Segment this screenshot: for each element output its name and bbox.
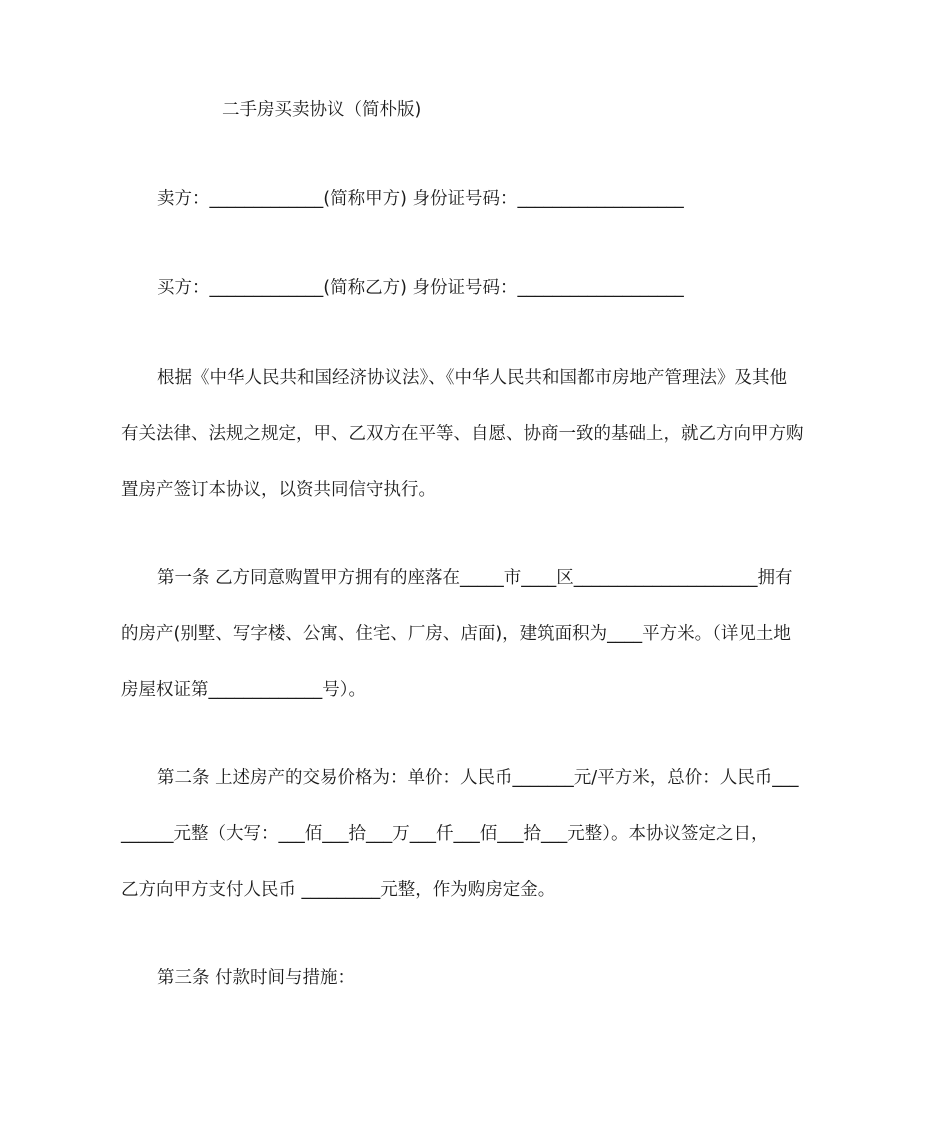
article1-line-2: 的房产(别墅、写字楼、公寓、住宅、厂房、店面)，建筑面积为____平方米。（详见土地 — [121, 624, 791, 644]
seller-line: 卖方：_____________(简称甲方) 身份证号码：___________________ — [157, 189, 684, 209]
buyer-line: 买方：_____________(简称乙方) 身份证号码：___________________ — [157, 278, 684, 298]
article2-line-3: 乙方向甲方支付人民币 _________元整，作为购房定金。 — [121, 880, 556, 900]
preamble-line-2: 有关法律、法规之规定，甲、乙双方在平等、自愿、协商一致的基础上，就乙方向甲方购 — [121, 424, 804, 444]
article1-line-1: 第一条 乙方同意购置甲方拥有的座落在_____市____区_____________________拥有 — [157, 568, 793, 588]
article2-line-1: 第二条 上述房产的交易价格为：单价：人民币_______元/平方米，总价：人民币___ — [157, 768, 799, 788]
article3-heading: 第三条 付款时间与措施： — [157, 968, 356, 988]
article1-line-3: 房屋权证第_____________号）。 — [121, 680, 366, 700]
preamble-line-1: 根据《中华人民共和国经济协议法》、《中华人民共和国都市房地产管理法》及其他 — [157, 368, 787, 388]
document-title: 二手房买卖协议（简朴版) — [222, 100, 422, 120]
preamble-line-3: 置房产签订本协议，以资共同信守执行。 — [121, 480, 436, 500]
article2-line-2: ______元整（大写：___佰___拾___万___仟___佰___拾___元整）。本协议签定之日， — [121, 824, 769, 844]
